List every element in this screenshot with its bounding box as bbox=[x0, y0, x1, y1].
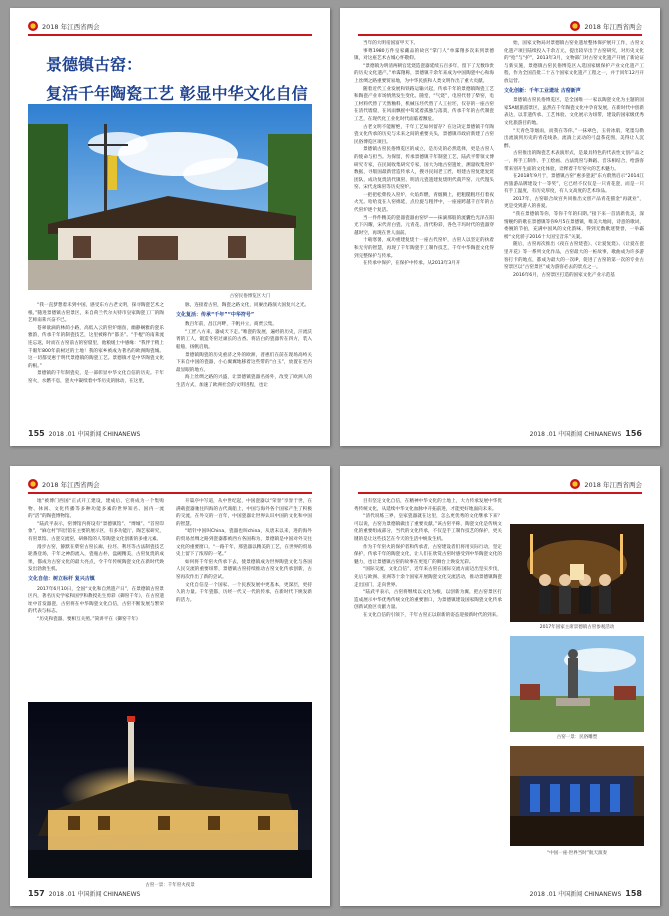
paragraph: 地”被博门西国“正式开工建设，建成后，它将成为一个集购物、休闲、文化传播等多种功能多素的世界知名、国内一流的“活”的陶瓷博物馆。 bbox=[28, 499, 164, 520]
emblem-icon bbox=[28, 479, 38, 489]
paragraph: 景德镇古窑民俗博览区，是全国唯一一家以陶瓷文化为主题的国家5A级旅游景区，虽然在千年陶瓷文化中孕育发展，在新时代中创新表达，以非遗传承、工艺体验、文化展示为纽带，建设的国家级优秀文化旅游目的地。 bbox=[504, 98, 644, 126]
footer-text: 2018 .01 中国新闻 CHINANEWS bbox=[529, 430, 622, 438]
text-column-left bbox=[28, 498, 164, 694]
article-title bbox=[46, 52, 308, 104]
paragraph: “暗针中国叫China，瓷器也叫china，从唐末以来，进的海外的贸易丝绸之路到瓷器都被西方各国称为，景德镇是中国对外交往文化的重要窗口，“一路千年，那瓷器以精美的工艺，在世界的贸易史上留下了浓厚的一笔。” bbox=[176, 529, 312, 558]
paragraph: 当一件件精美的瓷器瓷器由窑炉——抹滴那般的流囊色光泽在阳光下闪耀，宋代青白瓷、元青花、清代粉彩，各色千玛时代的瓷器穿越时空，再现在世人面前。 bbox=[354, 215, 494, 236]
paragraph: 事尊1980万件皇家藏品的故宫“掌门人”单霁翔多次来到景德镇，对这座艺术古城心怀敬仰。 bbox=[354, 48, 494, 62]
header-label: 2018 年江西省两会 bbox=[42, 480, 100, 489]
page-header bbox=[28, 478, 312, 490]
paragraph: 目有坚定文化自信，在精神中华文化的土地上，大力传承发展中华优秀传统文化，从延续中华文化血脉中开拓前进，才能更好地面向未来。 bbox=[354, 499, 502, 512]
magazine-page-156 bbox=[340, 8, 660, 446]
paragraph: 景德镇古窑民俗博览区的成立，是历史的必然选择，更是古窑人的使命与担当。为保留，传承景德镇千年制瓷工艺，陆武平带领文博研究专家，在民间收集研究专家，国大为地古窑遗址，测量收集窑炉数据，寻版国最新营造传承人，搜寻民间老工匠，组建古窑复建复烧团队，成功复烧清代镇窑、明清元瓷遗建复烧明代葫芦窑、元代馒头窑、宋代龙珠窑等历史窑炉。 bbox=[354, 147, 494, 191]
title-line-1: 景德镇古窑： bbox=[46, 55, 143, 74]
text-column-right bbox=[504, 40, 644, 418]
paragraph: 古老文明不能断绝，千年工艺如何留存？在这决定景德镇千年陶瓷文化传承的历史与未来之间的重要关头，景德镇市政府新建了古窑民俗博览区项目。 bbox=[354, 124, 494, 145]
paragraph: 景德镇陶瓷的历史重济之外的欧洲，普惠们在前在现场高峙关下来自中国的瓷器，小心翼翼地移着这些带的“白玉”，放置在宅内最显眼的地方。 bbox=[176, 352, 312, 373]
page-footer bbox=[358, 428, 642, 438]
paragraph: 一把把松柴投入窑炉，火焰炸燃，青烟腾上，把粗糙粗坯打着夜火光。哈哈竟在人窑绵延，点位旋与粗伴中，一座座跨越千百年的古代窑炉逐个复活。 bbox=[354, 192, 494, 214]
page-number: 155 bbox=[28, 428, 45, 438]
ceremony-photo bbox=[510, 524, 644, 622]
paragraph: “国际交流，文化自信”，近年来古窑在国际交流方面迈出坚实步伐，先后与欧洲、亚洲等十余个国家开展陶瓷文化交流活动，推动景德镇陶瓷走出国门，走向世界。 bbox=[354, 567, 502, 588]
paragraph: “陆武平表示，窑博馆内将设有“景德镇馆”、“博城”、“首窑印象”，“麻仓村”四层馆在主要的展示区，有多功能厅、陶艺家研究，有窑景馆、古瓷交流窑，研修馆的人等陶瓷文化创新的多重元素。 bbox=[28, 521, 164, 542]
footer-text: 2018 .01 中国新闻 CHINANEWS bbox=[48, 430, 141, 438]
text-column-right bbox=[176, 302, 312, 410]
page-footer bbox=[28, 428, 312, 438]
page-footer bbox=[358, 888, 642, 898]
statue-photo bbox=[510, 636, 644, 732]
page-number: 158 bbox=[625, 888, 642, 898]
paragraph: 当年的大明帝国富甲天下。 bbox=[363, 41, 419, 46]
footer-text: 2018 .01 中国新闻 CHINANEWS bbox=[529, 890, 622, 898]
paragraph: “清代说练三界，皇家瓷器就在这里，怎么更优秀的文化继承下来？可以说，古窑为景德镇做出了重要贡献。”该古窑平称，陶瓷文化是传统文化的重要组成部分，当代的文化传承，不仅是手工制作技艺的保护，更关键的是让这些技艺在今天的生活中焕发生机。 bbox=[354, 514, 502, 542]
magazine-page-155 bbox=[10, 8, 330, 446]
paragraph: 在传承中保护，在保护中传承。从2013年3月开 bbox=[363, 261, 461, 267]
photo-caption: 古窑一景：千年窑火夜景 bbox=[145, 883, 195, 888]
paragraph: “天青色等烟雨，而我在等你。”一抹翠色，玉骨冰肌，笔墨勾勒出流淌到历史的青花线条，流淌上灵动的弓盘茶花图，美得让人沉醉。 bbox=[504, 128, 644, 149]
kiln-night-photo bbox=[28, 702, 312, 878]
paragraph: 2017年6月10日，全国“文化和自然遗产日”，在景德镇古窑景区内，著名历史学家和国学和教授先生剪彩《御窑千年》，在古窑遗址中首发器瓷，古窑将在中华陶瓷文化自信，古窑不断发展与繁荣的代表与标志。 bbox=[28, 586, 164, 615]
paragraph: 景德镇的千年制瓷史，是一部彰显中华文化自信的历史。千年窑火，水燃不息，瓷火中凝续着中华历史的脉动，在这里， bbox=[28, 371, 164, 384]
paragraph: 在文化自信的引领下，千年古窑正以崭新的姿态迎接新时代的到来。 bbox=[363, 612, 501, 618]
page-number: 157 bbox=[28, 888, 45, 898]
header-rule bbox=[28, 34, 312, 36]
paragraph: 苍翠欲滴的林荫小路，高低入云的窑炉烟囱，幽静娴雅的瓷乐雅韵，传承千年的制瓷技艺，这里被称作“都圣”。“手棍”的南莱流连忘返，时而在古窑前古的窑窟里，他粮缓土中感缘：“我伴于稍上千眼年800年前树过的土地！我的家乡被成为著名的欧洲陶瓷城。这一切都受惠于明代景德镇的陶瓷工艺。景德镇才是中华陶瓷文化的根。” bbox=[28, 325, 164, 369]
paragraph: 数百年前，昌江河畔，千帆并立，商贾云集。 bbox=[185, 322, 277, 328]
photo-caption: 2017年国家主席景德镇古窑参观活动 bbox=[539, 625, 615, 630]
photo-caption: “中国一座·世界当时”航天演奏 bbox=[546, 851, 608, 856]
paragraph: 作为千年窑火的保护者和传承者，古窑建设者们将用实际行动，坚定保护，传承千年的陶瓷文化，让人们在欣赏古窑时感受到中华陶瓷文化的魅力，也让景德镇古窑的故事在更宽广的舞台上焕发光彩。 bbox=[354, 544, 502, 565]
photo-caption: 古窑民俗博览区大门 bbox=[229, 294, 271, 299]
paragraph: “我一直梦想着未到中国，感受东方古老文明，探寻陶瓷艺术之根。”随进景德镇古窑景区，来自荷兰代尔夫特市皇家陶瓷工厂的陶艺师南莱兴奋不已。 bbox=[28, 303, 164, 324]
header-label: 2018 年江西省两会 bbox=[584, 22, 642, 31]
text-column-right bbox=[176, 498, 312, 694]
header-label: 2018 年江西省两会 bbox=[584, 480, 642, 489]
paragraph: 脉，连接着古窑，陶瓷之路文化，同赓出路演大国复兴之光。 bbox=[185, 303, 310, 308]
emblem-icon bbox=[570, 479, 580, 489]
paragraph: 始，国家文物局对景德镇古窑业遗址整体保护展开工作，古窑文化遗产项目陆续投入千余万元，提出较早出于古窑研究，对历史文化的“抢”与“护”，2013年3月，文物部门对古窑文化遗产开展了新论证与新实施，景德镇古窑民俗博览区入选国家级保护产业文化遗产工程，作为全国首批二十五个国家文化遗产工程之一，并于同年12月开放运营。 bbox=[504, 41, 644, 84]
paragraph: 开篇序中写道，从中世纪起，中国瓷器以“荣誉”享誉于世，在满载瓷器驰往四海的古代商船上，中国与海外各个国家产生了积极的交流，在外交的一百年，中国瓷器让世界认识中国的文化和中国的智慧。 bbox=[176, 499, 312, 527]
paragraph: 随后，古窑再次推出《夜在古窑烧瓷》、《让爱复烧》、《让爱在瓷里开花》等一系列文化作品，古窑最大的一桩故事，歌曲成为许多游客打卡的地点，都成为最大的一次IP，促进了古窑的第一次的专业古窑景区以“古窑景区”成为游客必去的景点之一。 bbox=[504, 242, 644, 271]
paragraph: 2016年6月，古窑景区打造的国家文化产业示范基 bbox=[513, 272, 615, 278]
paragraph: “历史和瓷器，要相互关照。”简讲平在《御窑千年》 bbox=[37, 616, 141, 622]
paragraph: 文化自信是一个国家、一个民族发展中更基本，更深层，更持久的力量。千年瓷都，历经一代又一代的传承，在新时代下焕发新的活力。 bbox=[176, 582, 312, 603]
text-column-left bbox=[354, 498, 502, 878]
page-footer bbox=[28, 888, 312, 898]
paragraph: 海上丝绸之路的兴盛，让景德镇瓷器名扬外，改变了欧洲人的生活方式，加速了欧洲社会的文明进程，也让 bbox=[176, 375, 312, 388]
paragraph: 十载寒暑，成功重建复烧十一座古代窑炉，古窑人以坚定的执着和无穷的智慧，再现了千年陶瓷手工制作技艺，千年中华陶瓷文化得到完整保护与传承。 bbox=[354, 238, 494, 259]
paragraph: 随着近代工业发展和铁路运输兴起，传承千年的景德镇陶瓷工艺和陶瓷产业市场情然发生变化。随堂，“气烧”，电窑代替了柴窑，电工材料代替了天然釉料，机械压坯代替了人工拉坯，仅存的一座古窑在清代墙窟，在风雨飘摇中苟延着孤独与落寞，传承千年的古代制瓷工艺，在现代化工业化时代面临着濒危。 bbox=[354, 86, 494, 122]
header-rule bbox=[358, 34, 642, 36]
magazine-page-157 bbox=[10, 466, 330, 906]
emblem-icon bbox=[570, 21, 580, 31]
paragraph: 古窑推出的陶瓷艺术表演形式，是最具特色的代表性文创产品之一，将手工制作、手工绘画、古法烧窑与舞蹈、音乐相结合，给游客带来别开生面的文化体验，诠释着千年窑火的艺术魅力。 bbox=[504, 151, 644, 172]
paragraph: “我在景德镇等你，等你千年的归期。”接下来一首清新优美，深情婉约的歌在景德镇等你9月5在景德镇，唯美大地间，诗意的歌词，委婉的节拍，充满中国风的文化韵味，得到无数歌迷赞誉，一举霸榜“文化骄子2016十大国宝音乐”关案。 bbox=[504, 212, 644, 240]
paragraph: 漫步古窑，静默在柴窑古窑长廊，拉坯、利坯等古法制瓷技艺轮番登场，千年之神韵流入，瓷瓶古朴，盘碗精美，古窑复烧的成果，都成为古窑文化的最大亮点，令千年传统陶瓷文化在新时代焕发出勃勃生机。 bbox=[28, 544, 164, 573]
page-header bbox=[28, 20, 312, 32]
paragraph: “陆武平表示，古窑将继续以文化为根，以创新为翼，把古窑景区打造成展示中华优秀传统文化的重要窗口，为景德镇建设国家陶瓷文化传承创新试验区贡献力量。 bbox=[354, 590, 502, 611]
magazine-page-158 bbox=[340, 466, 660, 906]
title-line-2: 复活千年陶瓷工艺 彰显中华文化自信 bbox=[46, 84, 308, 103]
text-column-left bbox=[28, 302, 164, 410]
paragraph: “工匠八方来，器成天下走。”唯瓷的发展，遍经的历史，汗流沃胥的工人，锻造冬窑过顽长的古香。将洁白的瓷器传在四方，装入船舶，扬帆启航。 bbox=[176, 329, 312, 350]
header-rule bbox=[28, 492, 312, 494]
page-header bbox=[358, 20, 642, 32]
performance-photo bbox=[510, 746, 644, 846]
photo-caption: 古窑一景：民俗雕塑 bbox=[556, 735, 598, 740]
paragraph: 在2018年9月于，景德镇古窑“惠多瓷泥”东方蔚然启示“2014江西旅游品牌建设十一等奖”，它已经不仅仅是一只青花瓷，而是一只有手工温度，有历史厚度，有人文高度的艺术珍品。 bbox=[504, 174, 644, 195]
page-number: 156 bbox=[625, 428, 642, 438]
text-column-left bbox=[354, 40, 494, 418]
footer-text: 2018 .01 中国新闻 CHINANEWS bbox=[48, 890, 141, 898]
paragraph: 如何将千年窑火传承下去，使景德镇成为世界陶瓷文化与各国人民交流的重要纽带，景德镇古窑持续推动古窑文化传承创新，古窑再次作出了新的尝试。 bbox=[176, 559, 312, 580]
paragraph: “景德镇为明清两朝官廷烧造瓷器延续五百多年，留下了无数珍贵的历史文化遗产。”单霁翔称，景德镇千余年来成为中国陶瓷中心和海上丝绸之路重要贸易地，为中华民族和人类文明作出了重大贡献。 bbox=[354, 63, 494, 84]
header-rule bbox=[358, 492, 642, 494]
ancient-kiln-gate-photo bbox=[28, 104, 312, 290]
page-header bbox=[358, 478, 642, 490]
section-heading: 文化创新：千年工业遗址 古窑新声 bbox=[504, 87, 581, 94]
section-heading: 文化复活：传承“千年”“中华符号” bbox=[176, 311, 255, 318]
header-label: 2018 年江西省两会 bbox=[42, 22, 100, 31]
emblem-icon bbox=[28, 21, 38, 31]
paragraph: 2017年，古窑联合故宫共同推出文创产品青花描金“再就业”，更是受到游人的喜爱。 bbox=[504, 196, 644, 210]
section-heading: 文化自信：树立标杆 复兴古镇 bbox=[28, 575, 95, 582]
